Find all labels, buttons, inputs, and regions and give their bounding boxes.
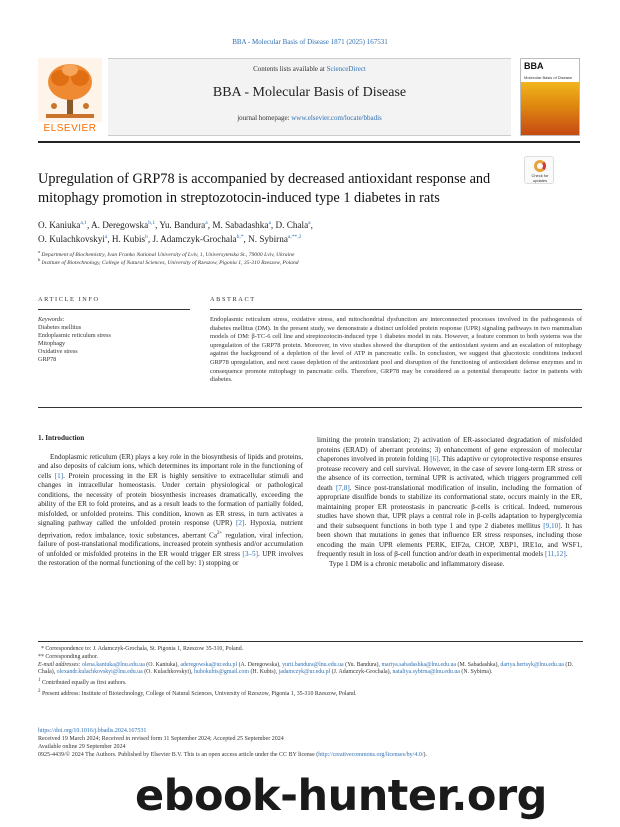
email-link[interactable]: aderegowska@ur.edu.pl <box>180 661 238 668</box>
journal-title: BBA - Molecular Basis of Disease <box>212 85 407 100</box>
affiliation: $^b$ Institute of Biotechnology, College of Natural Sciences, University of Rzeszow, Pigonia 1, 35-310 Rzeszow, Poland <box>38 256 299 266</box>
check-updates-label: Check for updates <box>531 173 549 183</box>
author[interactable]: O. Kaniuka$^{a,1}$ <box>38 219 87 230</box>
email-list: E-mail addresses: olena.kaniuka@lnu.edu.ua (O. Kaniuka), aderegowska@ur.edu.pl (A. Deregowska), yurii.bandura@lnu.edu.ua (Yu. Bandura), mariya.sabadashka@lnu.edu.ua (M. Sabadashka), dariya.hertsyk@lnu.edu.ua (D. Chala), olexandr.kulachkovskyi@lnu.edu.ua (O. Kulachkovskyi), hubokubis@gmail.com (H. Kubis), jadamczyk@ur.edu.pl (J. Adamczyk-Grochala), nataliya.sybirna@lnu.edu.ua (N. Sybirna). <box>38 661 574 676</box>
watermark-overlay <box>0 771 620 827</box>
homepage-link[interactable]: www.elsevier.com/locate/bbadis <box>291 114 382 122</box>
citation-link[interactable]: [3–5] <box>242 549 258 558</box>
footnote-rule <box>38 641 583 642</box>
contents-prefix: Contents lists available at <box>253 65 327 73</box>
email-link[interactable]: yurii.bandura@lnu.edu.ua <box>282 661 344 668</box>
author-list: O. Kaniuka$^{a,1}$, A. Deregowska$^{b,1}$, Yu. Bandura$^a$, M. Sabadashka$^a$, D. Chala$^a$, O. Kulachkovskyi$^a$, H. Kubis$^b$, J. Adamczyk-Grochala$^{b,*}$, N. Sybirna$^{a,**,2}$ <box>38 219 313 244</box>
license-link[interactable]: http://creativecommons.org/licenses/by/4.0/ <box>318 752 424 758</box>
footnote: $^1$ Contributed equally as first authors. <box>38 678 127 687</box>
watermark-text: ebook-hunter.org <box>135 771 547 821</box>
cover-subtitle: Molecular Basis of Disease <box>524 75 573 80</box>
author[interactable]: O. Kulachkovskyi$^a$ <box>38 233 108 244</box>
publisher-name: ELSEVIER <box>43 123 97 134</box>
contents-line <box>108 65 511 73</box>
email-link[interactable]: olena.kaniuka@lnu.edu.ua <box>81 661 145 668</box>
abstract-bottom-rule <box>38 407 582 408</box>
homepage-prefix: journal homepage: <box>237 114 292 122</box>
elsevier-logo[interactable] <box>38 58 102 136</box>
doi-link[interactable]: https://doi.org/10.1016/j.bbadis.2024.167531 <box>38 728 147 734</box>
running-head[interactable]: BBA - Molecular Basis of Disease 1871 (2025) 167531 <box>232 38 388 46</box>
footnote: * Correspondence to: J. Adamczyk-Grochala, St. Pigonia 1, Rzeszow 35-310, Poland. <box>38 646 244 652</box>
email-link[interactable]: hubokubis@gmail.com <box>193 669 249 676</box>
author[interactable]: A. Deregowska$^{b,1}$ <box>91 219 156 230</box>
citation-link[interactable]: [2] <box>236 519 245 527</box>
footnotes <box>38 646 583 699</box>
sciencedirect-link[interactable]: ScienceDirect <box>326 65 366 73</box>
article-info-rule <box>38 309 190 310</box>
citation-link[interactable]: [7,8] <box>335 483 350 492</box>
affiliations <box>38 249 578 267</box>
keyword: Mitophagy <box>38 340 66 348</box>
affiliation: $^a$ Department of Biochemistry, Ivan Franko National University of Lviv, 1, Universytetska St., 79000 Lviv, Ukraine <box>38 249 295 258</box>
section-heading: 1. Introduction <box>38 434 85 442</box>
publication-info <box>38 727 583 759</box>
received-dates: Received 19 March 2024; Received in revised form 11 September 2024; Accepted 25 September 2024 <box>38 736 284 742</box>
email-link[interactable]: dariya.hertsyk@lnu.edu.ua <box>500 661 564 668</box>
keyword: Diabetes mellitus <box>38 324 82 332</box>
footnote: $^2$ Present address: Institute of Biotechnology, College of Natural Sciences, University of Rzeszow, Pigonia 1, 35-310 Rzeszow, Poland. <box>38 688 357 697</box>
paragraph: Type 1 DM is a chronic metabolic and inflammatory disease. <box>329 559 505 568</box>
elsevier-tree-icon <box>38 58 102 122</box>
email-link[interactable]: nataliya.sybirna@lnu.edu.ua <box>392 669 460 676</box>
keywords-label: Keywords: <box>38 316 65 323</box>
citation-link[interactable]: [11,12] <box>545 550 566 558</box>
homepage-line <box>108 114 511 122</box>
author[interactable]: H. Kubis$^b$ <box>111 233 148 244</box>
body-column-right <box>317 436 582 569</box>
abstract-heading: ABSTRACT <box>210 296 256 303</box>
check-for-updates-button[interactable] <box>524 156 554 184</box>
abstract-text: Endoplasmic reticulum stress, oxidative stress, and mitochondrial dysfunction are interconnected processes involved in the pathogenesis of diabetes mellitus (DM). In the present study, we demonstrate a distinct unfolded protein response (UPR) signaling pathways in two mammalian models of DM: β-TC-6 cell line and streptozotocin-induced type 1 diabetes model in rats. However, a feature common to both systems was the upregulation of the GRP78 protein. Moreover, in vivo studies showed the disruption of the antioxidant system and an escalation of mitophagy against the background of a depletion of the level of ATP in pancreatic cells. In conclusion, we suggest that glucotoxic conditions induced GRP78 upregulation, and next cause depletion of the antioxidant pool and disruption of the functioning of antioxidant defense enzymes and in consequence promote mitophagy in pancreatic cells. Therefore, GRP78 may be considered as a potential therapeutic factor in patients with diabetes. <box>210 316 582 384</box>
body-column-left <box>38 434 303 569</box>
journal-info-box <box>108 58 511 136</box>
keyword: Endoplasmic reticulum stress <box>38 332 111 340</box>
masthead-divider <box>38 141 580 143</box>
license-line: 0925-4439/© 2024 The Authors. Published by Elsevier B.V. This is an open access article under the CC BY license (http://creativecommons.org/licenses/by/4.0/). <box>38 752 427 758</box>
author[interactable]: M. Sabadashka$^a$ <box>212 219 271 230</box>
citation-link[interactable]: [9,10] <box>543 521 561 530</box>
available-date: Available online 29 September 2024 <box>38 744 126 750</box>
article-info-heading: ARTICLE INFO <box>38 296 100 303</box>
cover-title: BBA <box>524 61 544 71</box>
footnote: ** Corresponding author. <box>38 653 99 660</box>
email-link[interactable]: mariya.sabadashka@lnu.edu.ua <box>381 661 457 668</box>
author[interactable]: N. Sybirna$^{a,**,2}$ <box>248 233 302 244</box>
citation-link[interactable]: [6] <box>430 455 439 463</box>
paragraph: limiting the protein translation; 2) activation of ER-associated degradation of misfolded proteins (ERAD) of aberrant proteins; 3) enhancement of gene expression of molecular chaperones involved in protein folding [6]. This adaptive or cytoprotective response ensures protease recovery and cell survival. However, in the case of severe long-term ER stress or the absence of its correction, terminal UPR is activated, which triggers programmed cell death [7,8]. Since post-translational modification of insulin, including the formation of appropriate disulfide bonds to stabilize its conformational state, occurs mainly in the ER, maintaining proper ER proteostasis in pancreatic β-cells is critical. Indeed, numerous studies have shown that, UPR plays a central role in β-cells adaptation to hyperglycemia and their subsequent functions in both type 1 and type 2 diabetes mellitus [9,10]. It has been shown that mutations in genes that influence ER stress responses, including those encoding the main UPR elements PERK, EIF2α, CHOP, XBP1, IRE1α, and WSF1, frequently result in loss of β-cell function and/or death in experimental models [11,12]. <box>317 436 582 558</box>
keywords-block <box>38 316 188 365</box>
journal-masthead <box>38 58 580 136</box>
author[interactable]: Yu. Bandura$^a$ <box>159 219 208 230</box>
paper-title: Upregulation of GRP78 is accompanied by decreased antioxidant response and mitophagy promotion in streptozotocin-induced type 1 diabetes in rats <box>38 171 491 206</box>
keyword: GRP78 <box>38 356 57 364</box>
journal-cover-image[interactable] <box>520 58 580 136</box>
keyword: Oxidative stress <box>38 348 78 356</box>
paragraph: Endoplasmic reticulum (ER) plays a key role in the biosynthesis of lipids and proteins, and also deposits of calcium ions, which determines its important role in the functioning of cells [1]. Protein processing in the ER is highly sensitive to extracellular stimuli and changes in intracellular homeostasis. Under certain physiological or pathological conditions, the necessity of protein biosynthesis increases dramatically, exceeding the ability of the ER to fold proteins, and as a result leads to the formation of partially folded, misfolded, or unfolded proteins. This condition, known as ER stress, in turn activates a signaling pathway called the unfolded protein response (UPR) [2]. Hypoxia, nutrient deprivation, redox imbalance, toxic substances, aberrant $Ca^{2+}$ regulation, viral infection, failure of post-translational modifications, increased protein synthesis and/or accumulation of unfolded or misfolded proteins in the ER would trigger ER stress [3–5]. UPR involves the restoration of the normal functioning of the cell by: 1) stopping or <box>38 452 304 568</box>
update-badge-icon <box>534 160 546 172</box>
abstract-rule <box>210 309 582 310</box>
author[interactable]: J. Adamczyk-Grochala$^{b,*}$ <box>152 233 244 244</box>
email-link[interactable]: jadamczyk@ur.edu.pl <box>278 669 331 676</box>
citation-link[interactable]: [1] <box>54 471 64 480</box>
author[interactable]: D. Chala$^a$ <box>275 219 311 230</box>
email-link[interactable]: olexandr.kulachkovskyi@lnu.edu.ua <box>56 669 143 676</box>
